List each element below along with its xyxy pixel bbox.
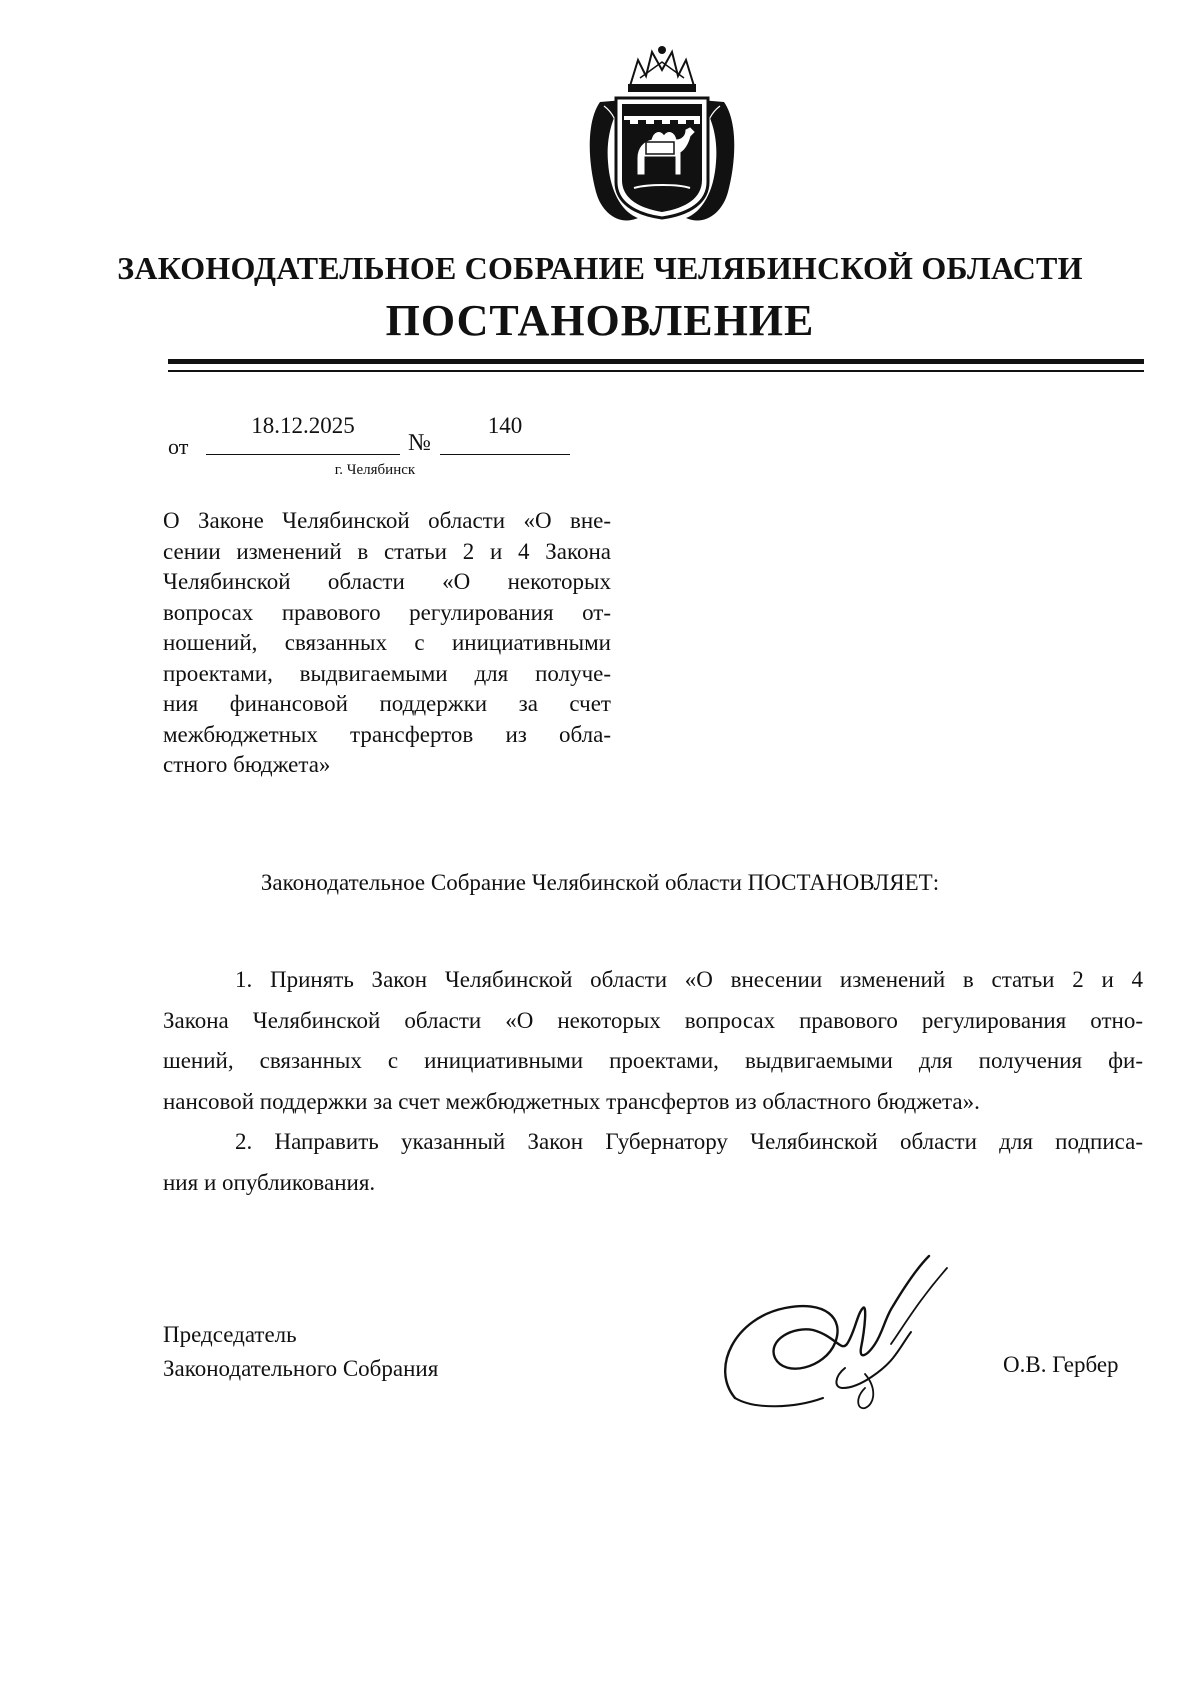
resolution-statement: Законодательное Собрание Челябинской области ПОСТАНОВЛЯЕТ: (260, 870, 940, 895)
organization-title: ЗАКОНОДАТЕЛЬНОЕ СОБРАНИЕ ЧЕЛЯБИНСКОЙ ОБЛАСТИ (117, 250, 1083, 286)
subject-line: стного бюджета» (163, 752, 331, 777)
resolution-items (163, 960, 1143, 1203)
item-1-line: шений, связанных с инициативными проектами, выдвигаемыми для получения фи- (163, 1048, 1143, 1073)
item-1-line: нансовой поддержки за счет межбюджетных трансфертов из областного бюджета». (163, 1088, 980, 1114)
subject-line: О Законе Челябинской области «О вне- (163, 508, 611, 533)
item-2-line: ния и опубликования. (163, 1169, 376, 1195)
number-prefix: № (408, 430, 431, 456)
handwritten-signature-icon (715, 1248, 975, 1413)
position-line: Законодательного Собрания (163, 1356, 439, 1381)
subject-line: сении изменений в статьи 2 и 4 Закона (163, 538, 611, 564)
header-rule-thick (168, 359, 1144, 364)
date-prefix: от (168, 434, 189, 459)
document-number: 140 (487, 413, 523, 438)
date-underline (206, 454, 400, 455)
header-rule-thin (168, 370, 1144, 372)
position-line: Председатель (163, 1322, 297, 1347)
document-type-title: ПОСТАНОВЛЕНИЕ (385, 296, 815, 345)
signatory-position (163, 1318, 438, 1386)
subject-line: Челябинской области «О некоторых (163, 569, 611, 594)
subject-line: ния финансовой поддержки за счет (163, 691, 611, 716)
item-2-line: 2. Направить указанный Закон Губернатору Челябинской области для подписа- (235, 1129, 1143, 1154)
subject-line: вопросах правового регулирования от- (163, 599, 611, 625)
item-1-line: 1. Принять Закон Челябинской области «О внесении изменений в статьи 2 и 4 (235, 967, 1143, 992)
number-underline (440, 454, 570, 455)
subject-line: ношений, связанных с инициативными (163, 630, 611, 655)
document-city: г. Челябинск (334, 462, 416, 478)
coat-of-arms-icon (582, 42, 742, 230)
signatory-name: О.В. Гербер (1003, 1352, 1119, 1377)
document-date: 18.12.2025 (251, 413, 355, 438)
document-subject (163, 506, 611, 781)
subject-line: межбюджетных трансфертов из обла- (163, 721, 611, 747)
item-1-line: Закона Челябинской области «О некоторых вопросах правового регулирования отно- (163, 1007, 1143, 1033)
subject-line: проектами, выдвигаемыми для получе- (163, 660, 611, 686)
